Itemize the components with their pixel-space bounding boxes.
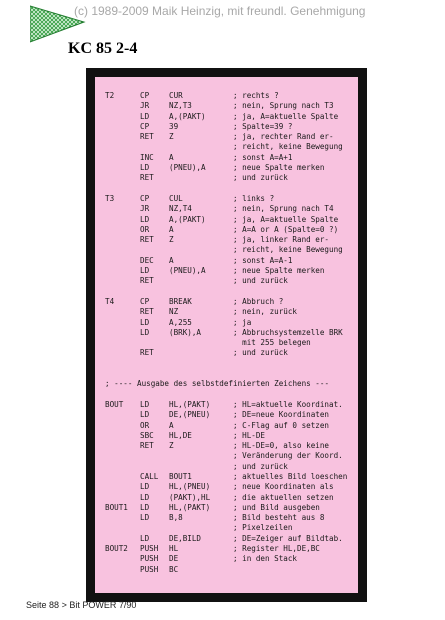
code-operand: A,255	[169, 317, 192, 327]
code-label: BOUT2	[105, 544, 128, 554]
code-opcode: RET	[140, 348, 154, 358]
code-operand: DE,(PNEU)	[169, 410, 211, 420]
code-opcode: LD	[140, 399, 150, 409]
code-comment: ; in den Stack	[233, 554, 298, 564]
code-comment: ; ja	[233, 317, 252, 327]
code-comment: ; DE=neue Koordinaten	[233, 410, 330, 420]
code-comment: ; HL-DE=0, also keine	[233, 441, 330, 451]
code-comment: ; und zurück	[233, 461, 288, 471]
page-number: 88	[49, 600, 60, 610]
code-comment: ; die aktuellen setzen	[233, 492, 334, 502]
code-comment: ; ja, A=aktuelle Spalte	[233, 214, 339, 224]
code-operand: (BRK),A	[169, 327, 202, 337]
source-note: > Bit POWER 7/90	[61, 600, 137, 610]
code-comment: ; Bild besteht aus 8	[233, 513, 325, 523]
code-operand: NZ,T4	[169, 204, 192, 214]
code-operand: HL	[169, 544, 179, 554]
code-opcode: LD	[140, 214, 150, 224]
code-opcode: CALL	[140, 471, 159, 481]
code-comment: ; nein, Sprung nach T3	[233, 101, 334, 111]
code-comment: ; rechts ?	[233, 91, 279, 100]
code-comment: ; C-Flag auf 0 setzen	[233, 420, 330, 430]
code-comment: ; neue Spalte merken	[233, 163, 325, 173]
code-comment: ; und zurück	[233, 173, 288, 183]
code-operand: A	[169, 420, 174, 430]
code-operand: A	[169, 224, 174, 234]
code-operand: A	[169, 255, 174, 265]
code-opcode: LD	[140, 163, 150, 173]
code-comment: ; links ?	[233, 193, 275, 203]
code-operand: BOUT1	[169, 471, 192, 481]
code-operand: A,(PAKT)	[169, 111, 206, 121]
code-opcode: DEC	[140, 255, 154, 265]
code-opcode: RET	[140, 132, 154, 142]
code-comment: ; nein, Sprung nach T4	[233, 204, 334, 214]
code-opcode: LD	[140, 111, 150, 121]
code-comment: ; neue Koordinaten als	[233, 482, 334, 492]
code-opcode: PUSH	[140, 564, 159, 574]
code-comment: ; ja, A=aktuelle Spalte	[233, 111, 339, 121]
code-operand: A	[169, 152, 174, 162]
code-opcode: LD	[140, 533, 150, 543]
code-comment: ; reicht, keine Bewegung	[233, 142, 343, 152]
code-opcode: JR	[140, 204, 150, 214]
code-opcode: CP	[140, 193, 150, 203]
code-operand: BREAK	[169, 296, 192, 306]
code-comment: ; Abbruch ?	[233, 296, 284, 306]
code-comment: ; HL-DE	[233, 430, 266, 440]
code-opcode: RET	[140, 173, 154, 183]
code-comment: ; aktuelles Bild loeschen	[233, 471, 348, 481]
code-comment: ; und zurück	[233, 348, 288, 358]
page-footer	[26, 600, 136, 610]
code-opcode: PUSH	[140, 544, 159, 554]
code-operand: B,8	[169, 513, 183, 523]
code-label: T3	[105, 193, 115, 203]
code-opcode: JR	[140, 101, 150, 111]
code-comment: ; und zurück	[233, 276, 288, 286]
code-opcode: CP	[140, 121, 150, 131]
code-opcode: LD	[140, 266, 150, 276]
code-operand: HL,(PAKT)	[169, 399, 211, 409]
code-opcode: LD	[140, 513, 150, 523]
code-comment: ; und Bild ausgeben	[233, 502, 320, 512]
code-label: T4	[105, 296, 115, 306]
code-opcode: LD	[140, 410, 150, 420]
code-opcode: RET	[140, 276, 154, 286]
code-comment: ; neue Spalte merken	[233, 266, 325, 276]
code-label: BOUT1	[105, 502, 128, 512]
code-comment: ; sonst A=A-1	[233, 255, 293, 265]
code-opcode: LD	[140, 492, 150, 502]
code-operand: BC	[169, 564, 179, 574]
code-label: BOUT	[105, 399, 124, 409]
code-comment: ; ja, linker Rand er-	[233, 235, 330, 245]
code-operand: DE,BILD	[169, 533, 202, 543]
code-operand: Z	[169, 132, 174, 142]
code-operand: (PNEU),A	[169, 266, 206, 276]
code-comment: ; sonst A=A+1	[233, 152, 293, 162]
code-operand: (PAKT),HL	[169, 492, 211, 502]
code-opcode: PUSH	[140, 554, 159, 564]
pennant-logo-icon	[30, 4, 86, 44]
code-comment: ; Abbruchsystemzelle BRK	[233, 327, 343, 337]
code-opcode: RET	[140, 307, 154, 317]
code-operand: 39	[169, 121, 179, 131]
code-comment: ; HL=aktuelle Koordinat.	[233, 399, 343, 409]
code-operand: Z	[169, 235, 174, 245]
code-opcode: LD	[140, 317, 150, 327]
code-operand: CUL	[169, 193, 183, 203]
page-title: KC 85 2-4	[68, 40, 138, 57]
code-opcode: OR	[140, 224, 150, 234]
code-comment: ; DE=Zeiger auf Bildtab.	[233, 533, 343, 543]
code-operand: HL,DE	[169, 430, 192, 440]
code-comment: ; ja, rechter Rand er-	[233, 132, 334, 142]
code-operand: HL,(PAKT)	[169, 502, 211, 512]
code-label: T2	[105, 91, 115, 100]
code-opcode: RET	[140, 441, 154, 451]
page-label: Seite	[26, 600, 47, 610]
code-comment: ; nein, zurück	[233, 307, 298, 317]
code-operand: (PNEU),A	[169, 163, 206, 173]
code-opcode: LD	[140, 502, 150, 512]
code-operand: Z	[169, 441, 174, 451]
code-opcode: INC	[140, 152, 154, 162]
code-label: ; ---- Ausgabe des selbstdefinierten Zeichens ---	[105, 379, 330, 389]
code-opcode: SBC	[140, 430, 154, 440]
copyright-notice: (c) 1989-2009 Maik Heinzig, mit freundl. Genehmigung	[74, 4, 366, 18]
code-opcode: RET	[140, 235, 154, 245]
code-opcode: LD	[140, 327, 150, 337]
code-opcode: CP	[140, 296, 150, 306]
code-operand: A,(PAKT)	[169, 214, 206, 224]
code-opcode: CP	[140, 91, 150, 100]
code-comment: mit 255 belegen	[233, 338, 311, 348]
code-operand: NZ	[169, 307, 179, 317]
code-operand: DE	[169, 554, 179, 564]
code-comment: ; reicht, keine Bewegung	[233, 245, 343, 255]
code-operand: NZ,T3	[169, 101, 192, 111]
code-comment: ; Veränderung der Koord.	[233, 451, 343, 461]
code-sheet	[95, 77, 358, 593]
code-operand: CUR	[169, 91, 183, 100]
code-comment: ; Register HL,DE,BC	[233, 544, 320, 554]
listing-frame	[86, 68, 367, 602]
code-opcode: LD	[140, 482, 150, 492]
code-operand: HL,(PNEU)	[169, 482, 211, 492]
code-opcode: OR	[140, 420, 150, 430]
code-comment: ; Pixelzeilen	[233, 523, 293, 533]
code-comment: ; Spalte=39 ?	[233, 121, 293, 131]
code-comment: ; A=A or A (Spalte=0 ?)	[233, 224, 339, 234]
